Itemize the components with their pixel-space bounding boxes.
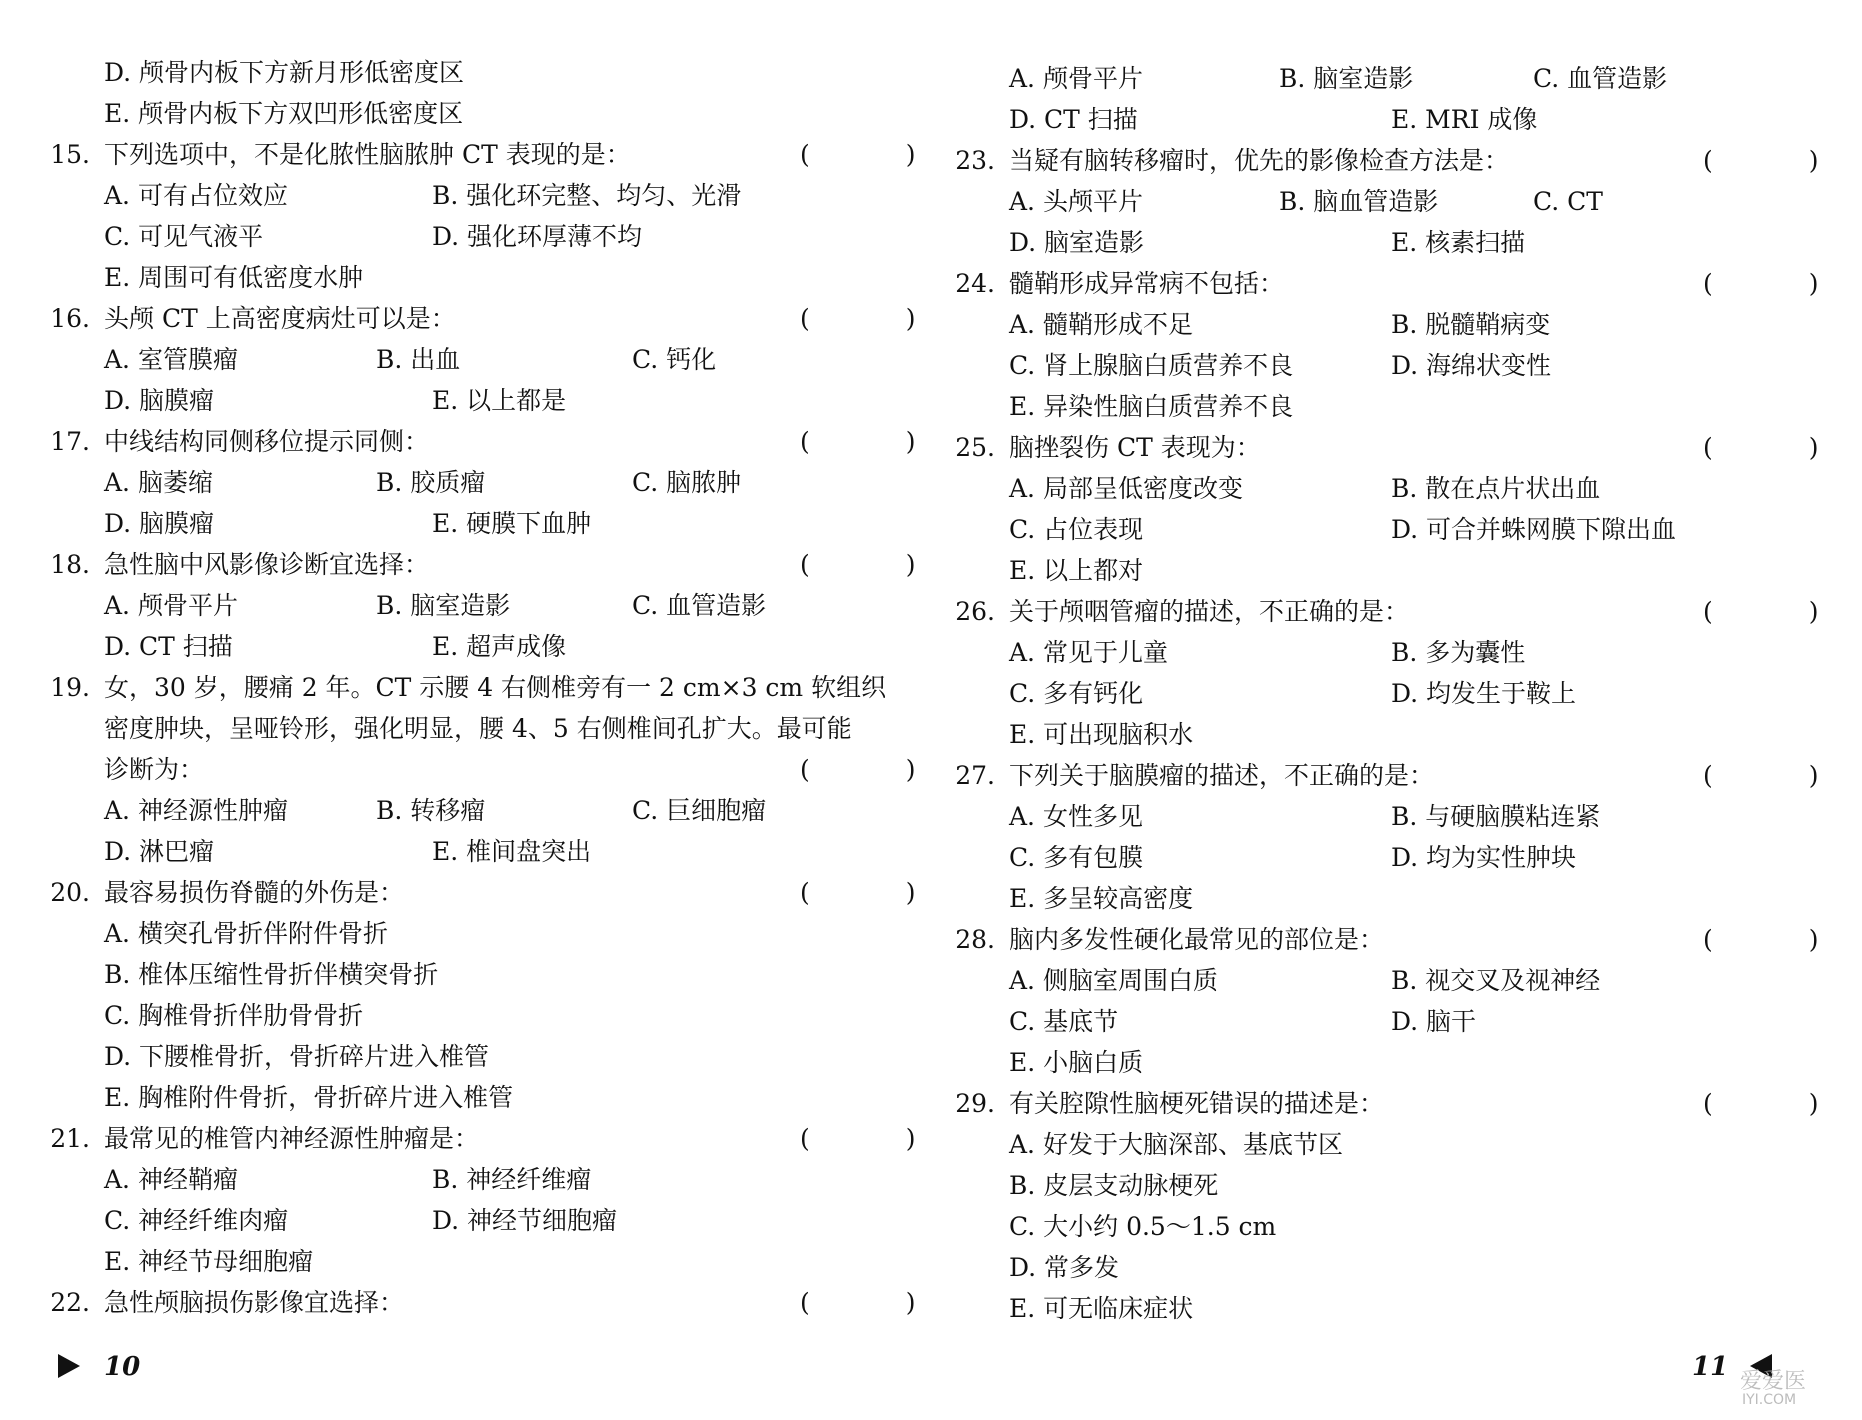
- option-c: C. 胸椎骨折伴肋骨骨折: [104, 1001, 364, 1030]
- question-number: 23.: [955, 146, 995, 175]
- option-e: E. 超声成像: [432, 632, 567, 661]
- option-c: C. 脑脓肿: [632, 468, 742, 497]
- question-stem: 中线结构同侧移位提示同侧：: [104, 427, 430, 456]
- option-a: A. 横突孔骨折伴附件骨折: [104, 919, 388, 948]
- answer-blank: ( ): [800, 1124, 960, 1153]
- option-d: D. 可合并蛛网膜下隙出血: [1391, 515, 1677, 544]
- answer-blank: ( ): [800, 550, 960, 579]
- option-e: E. 可出现脑积水: [1009, 720, 1194, 749]
- answer-blank: ( ): [800, 140, 960, 169]
- option-e: E. 以上都是: [432, 386, 567, 415]
- right-page-number: 11: [1692, 1352, 1729, 1382]
- question-number: 16.: [50, 304, 90, 333]
- option-a: A. 颅骨平片: [1009, 64, 1143, 93]
- option-e: E. 椎间盘突出: [432, 837, 592, 866]
- answer-blank: ( ): [1703, 761, 1862, 790]
- answer-blank: ( ): [1703, 597, 1862, 626]
- option-e: E. 可无临床症状: [1009, 1294, 1194, 1323]
- option-c: C. 神经纤维肉瘤: [104, 1206, 289, 1235]
- watermark-domain: IYI.COM: [1742, 1392, 1797, 1408]
- option-d: D. 脑室造影: [1009, 228, 1145, 257]
- option-c: C. 多有钙化: [1009, 679, 1144, 708]
- question-stem: 最常见的椎管内神经源性肿瘤是：: [104, 1124, 480, 1153]
- option-d: D. 均发生于鞍上: [1391, 679, 1577, 708]
- question-number: 15.: [50, 140, 90, 169]
- option-d: D. 海绵状变性: [1391, 351, 1552, 380]
- option-c: C. 基底节: [1009, 1007, 1119, 1036]
- option-b: B. 脱髓鞘病变: [1391, 310, 1551, 339]
- question-number: 21.: [50, 1124, 90, 1153]
- option-c: C. 大小约 0.5～1.5 cm: [1009, 1212, 1277, 1241]
- option-c: C. 钙化: [632, 345, 717, 374]
- question-stem: 最容易损伤脊髓的外伤是：: [104, 878, 405, 907]
- option-d: D. 强化环厚薄不均: [432, 222, 643, 251]
- option-a: A. 头颅平片: [1009, 187, 1143, 216]
- option-c: C. CT: [1533, 187, 1603, 216]
- left-page-number: 10: [104, 1352, 141, 1382]
- question-stem: 脑挫裂伤 CT 表现为：: [1009, 433, 1261, 462]
- option-b: B. 胶质瘤: [376, 468, 486, 497]
- option-d: D. CT 扫描: [1009, 105, 1138, 134]
- option-b: B. 转移瘤: [376, 796, 486, 825]
- option-b: B. 神经纤维瘤: [432, 1165, 592, 1194]
- option-a: A. 髓鞘形成不足: [1009, 310, 1193, 339]
- watermark-brand: 爱爱医: [1740, 1369, 1807, 1394]
- answer-blank: ( ): [800, 304, 960, 333]
- option-e: E. 多呈较高密度: [1009, 884, 1194, 913]
- option-c: C. 肾上腺脑白质营养不良: [1009, 351, 1294, 380]
- question-number: 22.: [50, 1288, 90, 1317]
- option-e: E. MRI 成像: [1391, 105, 1538, 134]
- answer-blank: ( ): [1703, 925, 1862, 954]
- option-e: E. 颅骨内板下方双凹形低密度区: [104, 99, 464, 128]
- answer-blank: ( ): [1703, 146, 1862, 175]
- option-a: A. 常见于儿童: [1009, 638, 1168, 667]
- question-stem: 脑内多发性硬化最常见的部位是：: [1009, 925, 1385, 954]
- question-number: 18.: [50, 550, 90, 579]
- option-a: A. 女性多见: [1009, 802, 1143, 831]
- answer-blank: ( ): [800, 1288, 960, 1317]
- answer-blank: ( ): [1703, 433, 1862, 462]
- option-b: B. 椎体压缩性骨折伴横突骨折: [104, 960, 439, 989]
- option-e: E. 核素扫描: [1391, 228, 1526, 257]
- option-c: C. 可见气液平: [104, 222, 264, 251]
- option-c: C. 巨细胞瘤: [632, 796, 767, 825]
- option-b: B. 视交叉及视神经: [1391, 966, 1601, 995]
- answer-blank: ( ): [1703, 1089, 1862, 1118]
- option-e: E. 以上都对: [1009, 556, 1144, 585]
- question-stem: 诊断为：: [104, 755, 205, 784]
- option-a: A. 局部呈低密度改变: [1009, 474, 1243, 503]
- question-number: 29.: [955, 1089, 995, 1118]
- question-stem: 下列关于脑膜瘤的描述，不正确的是：: [1009, 761, 1435, 790]
- option-e: E. 硬膜下血肿: [432, 509, 592, 538]
- question-number: 26.: [955, 597, 995, 626]
- option-e: E. 异染性脑白质营养不良: [1009, 392, 1294, 421]
- question-stem: 当疑有脑转移瘤时，优先的影像检查方法是：: [1009, 146, 1510, 175]
- option-d: D. 常多发: [1009, 1253, 1120, 1282]
- question-stem: 头颅 CT 上高密度病灶可以是：: [104, 304, 456, 333]
- option-a: A. 颅骨平片: [104, 591, 238, 620]
- option-d: D. 脑膜瘤: [104, 509, 215, 538]
- option-d: D. 脑干: [1391, 1007, 1477, 1036]
- option-d: D. 脑膜瘤: [104, 386, 215, 415]
- option-b: B. 与硬脑膜粘连紧: [1391, 802, 1601, 831]
- right-page: [913, 0, 1862, 1420]
- option-a: A. 神经源性肿瘤: [104, 796, 288, 825]
- option-a: A. 可有占位效应: [104, 181, 288, 210]
- answer-blank: ( ): [800, 755, 960, 784]
- option-b: B. 散在点片状出血: [1391, 474, 1601, 503]
- answer-blank: ( ): [800, 427, 960, 456]
- option-a: A. 侧脑室周围白质: [1009, 966, 1218, 995]
- option-d: D. CT 扫描: [104, 632, 233, 661]
- question-number: 24.: [955, 269, 995, 298]
- option-b: B. 多为囊性: [1391, 638, 1526, 667]
- option-b: B. 出血: [376, 345, 461, 374]
- option-c: C. 多有包膜: [1009, 843, 1144, 872]
- question-number: 27.: [955, 761, 995, 790]
- option-c: C. 占位表现: [1009, 515, 1144, 544]
- question-number: 19.: [50, 673, 90, 702]
- option-d: D. 颅骨内板下方新月形低密度区: [104, 58, 465, 87]
- option-d: D. 神经节细胞瘤: [432, 1206, 618, 1235]
- option-b: B. 脑室造影: [376, 591, 511, 620]
- question-stem: 有关腔隙性脑梗死错误的描述是：: [1009, 1089, 1385, 1118]
- option-c: C. 血管造影: [632, 591, 767, 620]
- option-d: D. 均为实性肿块: [1391, 843, 1577, 872]
- question-number: 25.: [955, 433, 995, 462]
- left-arrow-icon: [58, 1354, 80, 1378]
- option-d: D. 淋巴瘤: [104, 837, 215, 866]
- option-e: E. 小脑白质: [1009, 1048, 1144, 1077]
- option-d: D. 下腰椎骨折，骨折碎片进入椎管: [104, 1042, 490, 1071]
- option-b: B. 强化环完整、均匀、光滑: [432, 181, 742, 210]
- question-stem: 急性颅脑损伤影像宜选择：: [104, 1288, 405, 1317]
- option-b: B. 脑血管造影: [1279, 187, 1439, 216]
- question-stem: 密度肿块，呈哑铃形，强化明显，腰 4、5 右侧椎间孔扩大。最可能: [104, 714, 852, 743]
- option-c: C. 血管造影: [1533, 64, 1668, 93]
- option-b: B. 皮层支动脉梗死: [1009, 1171, 1219, 1200]
- question-stem: 关于颅咽管瘤的描述，不正确的是：: [1009, 597, 1410, 626]
- option-e: E. 神经节母细胞瘤: [104, 1247, 314, 1276]
- question-number: 28.: [955, 925, 995, 954]
- question-stem: 女，30 岁，腰痛 2 年。CT 示腰 4 右侧椎旁有一 2 cm×3 cm 软组织: [104, 673, 887, 702]
- question-number: 20.: [50, 878, 90, 907]
- question-stem: 髓鞘形成异常病不包括：: [1009, 269, 1285, 298]
- option-e: E. 胸椎附件骨折，骨折碎片进入椎管: [104, 1083, 514, 1112]
- question-number: 17.: [50, 427, 90, 456]
- option-e: E. 周围可有低密度水肿: [104, 263, 364, 292]
- option-a: A. 室管膜瘤: [104, 345, 238, 374]
- question-stem: 下列选项中，不是化脓性脑脓肿 CT 表现的是：: [104, 140, 631, 169]
- question-stem: 急性脑中风影像诊断宜选择：: [104, 550, 430, 579]
- option-a: A. 脑萎缩: [104, 468, 213, 497]
- option-a: A. 好发于大脑深部、基底节区: [1009, 1130, 1343, 1159]
- option-a: A. 神经鞘瘤: [104, 1165, 238, 1194]
- answer-blank: ( ): [800, 878, 960, 907]
- option-b: B. 脑室造影: [1279, 64, 1414, 93]
- answer-blank: ( ): [1703, 269, 1862, 298]
